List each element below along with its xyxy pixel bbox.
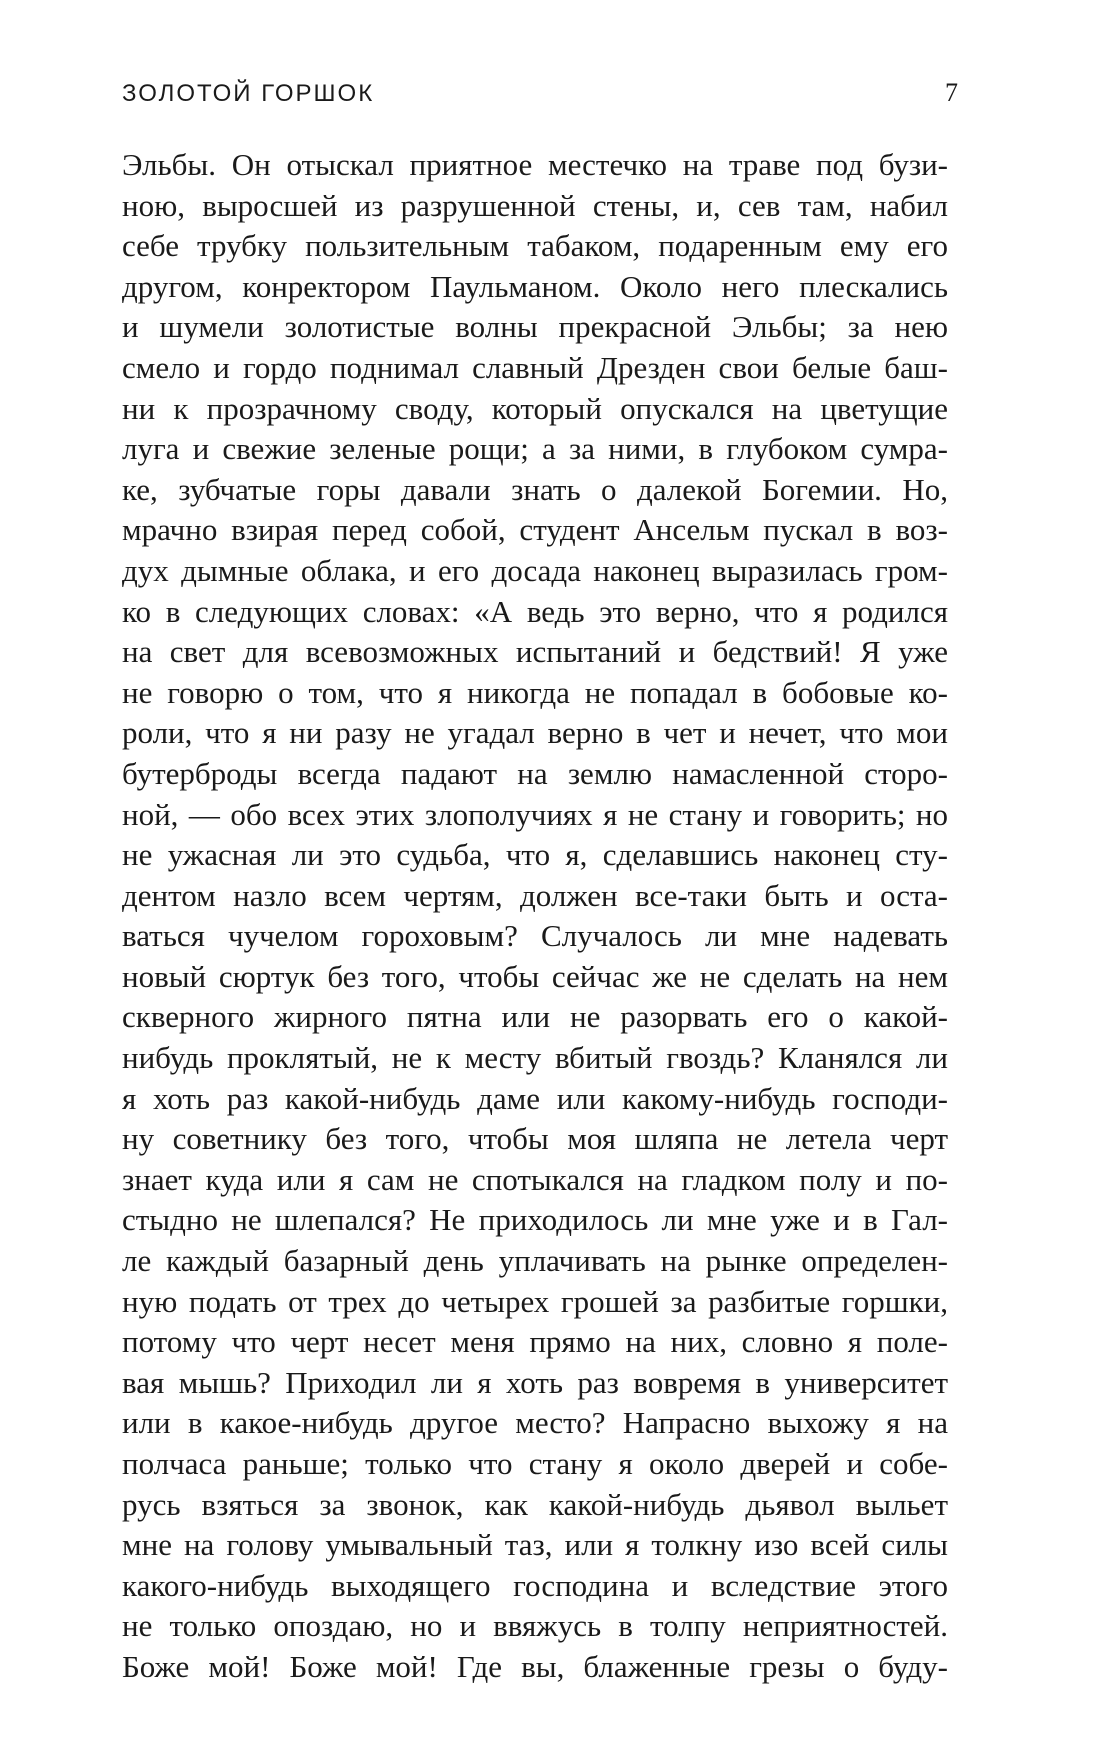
text-line: полчаса раньше; только что стану я около дверей и собе- (122, 1446, 948, 1481)
text-line: и шумели золотистые волны прекрасной Эльбы; за нею (122, 309, 948, 345)
text-line: на свет для всевозможных испытаний и бедствий! Я уже (122, 634, 948, 670)
body-text (122, 145, 948, 1688)
text-line: смело и гордо поднимал славный Дрезден свои белые баш- (122, 349, 948, 385)
text-line: ну советнику без того, чтобы моя шляпа не летела черт (122, 1121, 948, 1157)
text-line: новый сюртук без того, чтобы сейчас же не сделать на нем (122, 958, 948, 994)
text-line: не только опоздаю, но и ввяжусь в толпу неприятностей. (122, 1608, 948, 1644)
text-line: мне на голову умывальный таз, или я толкну изо всей силы (122, 1527, 948, 1563)
text-line: скверного жирного пятна или не разорвать его о какой- (122, 999, 948, 1035)
text-line: Эльбы. Он отыскал приятное местечко на траве под бузи- (122, 147, 948, 182)
text-line: ке, зубчатые горы давали знать о далекой Богемии. Но, (122, 471, 948, 507)
text-line: потому что черт несет меня прямо на них, словно я поле- (122, 1324, 948, 1360)
text-line: не говорю о том, что я никогда не попадал в бобовые ко- (122, 674, 948, 710)
text-line: вая мышь? Приходил ли я хоть раз вовремя в университет (122, 1364, 948, 1400)
text-line: мрачно взирая перед собой, студент Ансельм пускал в воз- (122, 512, 948, 548)
text-line: ваться чучелом гороховым? Случалось ли мне надевать (122, 918, 948, 954)
text-line: стыдно не шлепался? Не приходилось ли мне уже и в Гал- (122, 1202, 948, 1238)
text-line: ко в следующих словах: «А ведь это верно, что я родился (122, 593, 948, 629)
text-line: бутерброды всегда падают на землю намасленной сторо- (122, 755, 948, 791)
text-line: дух дымные облака, и его досада наконец выразилась гром- (122, 552, 948, 588)
page-number: 7 (945, 78, 958, 107)
text-line: я хоть раз какой-нибудь даме или какому-нибудь господи- (122, 1080, 948, 1116)
text-line: ною, выросшей из разрушенной стены, и, сев там, набил (122, 187, 948, 223)
text-line: ной, — обо всех этих злополучиях я не стану и говорить; но (122, 796, 948, 832)
text-line: ни к прозрачному своду, который опускался на цветущие (122, 390, 948, 426)
text-line: или в какое-нибудь другое место? Напрасно выхожу я на (122, 1405, 948, 1441)
running-header (122, 78, 958, 118)
text-line: не ужасная ли это судьба, что я, сделавшись наконец сту- (122, 837, 948, 873)
text-line: нибудь проклятый, не к месту вбитый гвоздь? Кланялся ли (122, 1040, 948, 1076)
text-line: ную подать от трех до четырех грошей за разбитые горшки, (122, 1283, 948, 1319)
text-line: дентом назло всем чертям, должен все-таки быть и оста- (122, 877, 948, 913)
text-line: русь взяться за звонок, как какой-нибудь дьявол выльет (122, 1486, 948, 1522)
text-line: луга и свежие зеленые рощи; а за ними, в глубоком сумра- (122, 431, 948, 467)
text-line: себе трубку пользительным табаком, подаренным ему его (122, 228, 948, 264)
text-line: ле каждый базарный день уплачивать на рынке определен- (122, 1243, 948, 1279)
running-title: ЗОЛОТОЙ ГОРШОК (122, 80, 375, 107)
text-line: роли, что я ни разу не угадал верно в чет и нечет, что мои (122, 715, 948, 751)
text-line: Боже мой! Боже мой! Где вы, блаженные грезы о буду- (122, 1648, 948, 1684)
text-line: знает куда или я сам не спотыкался на гладком полу и по- (122, 1161, 948, 1197)
text-line: какого-нибудь выходящего господина и вследствие этого (122, 1567, 948, 1603)
text-line: другом, конректором Паульманом. Около него плескались (122, 268, 948, 304)
